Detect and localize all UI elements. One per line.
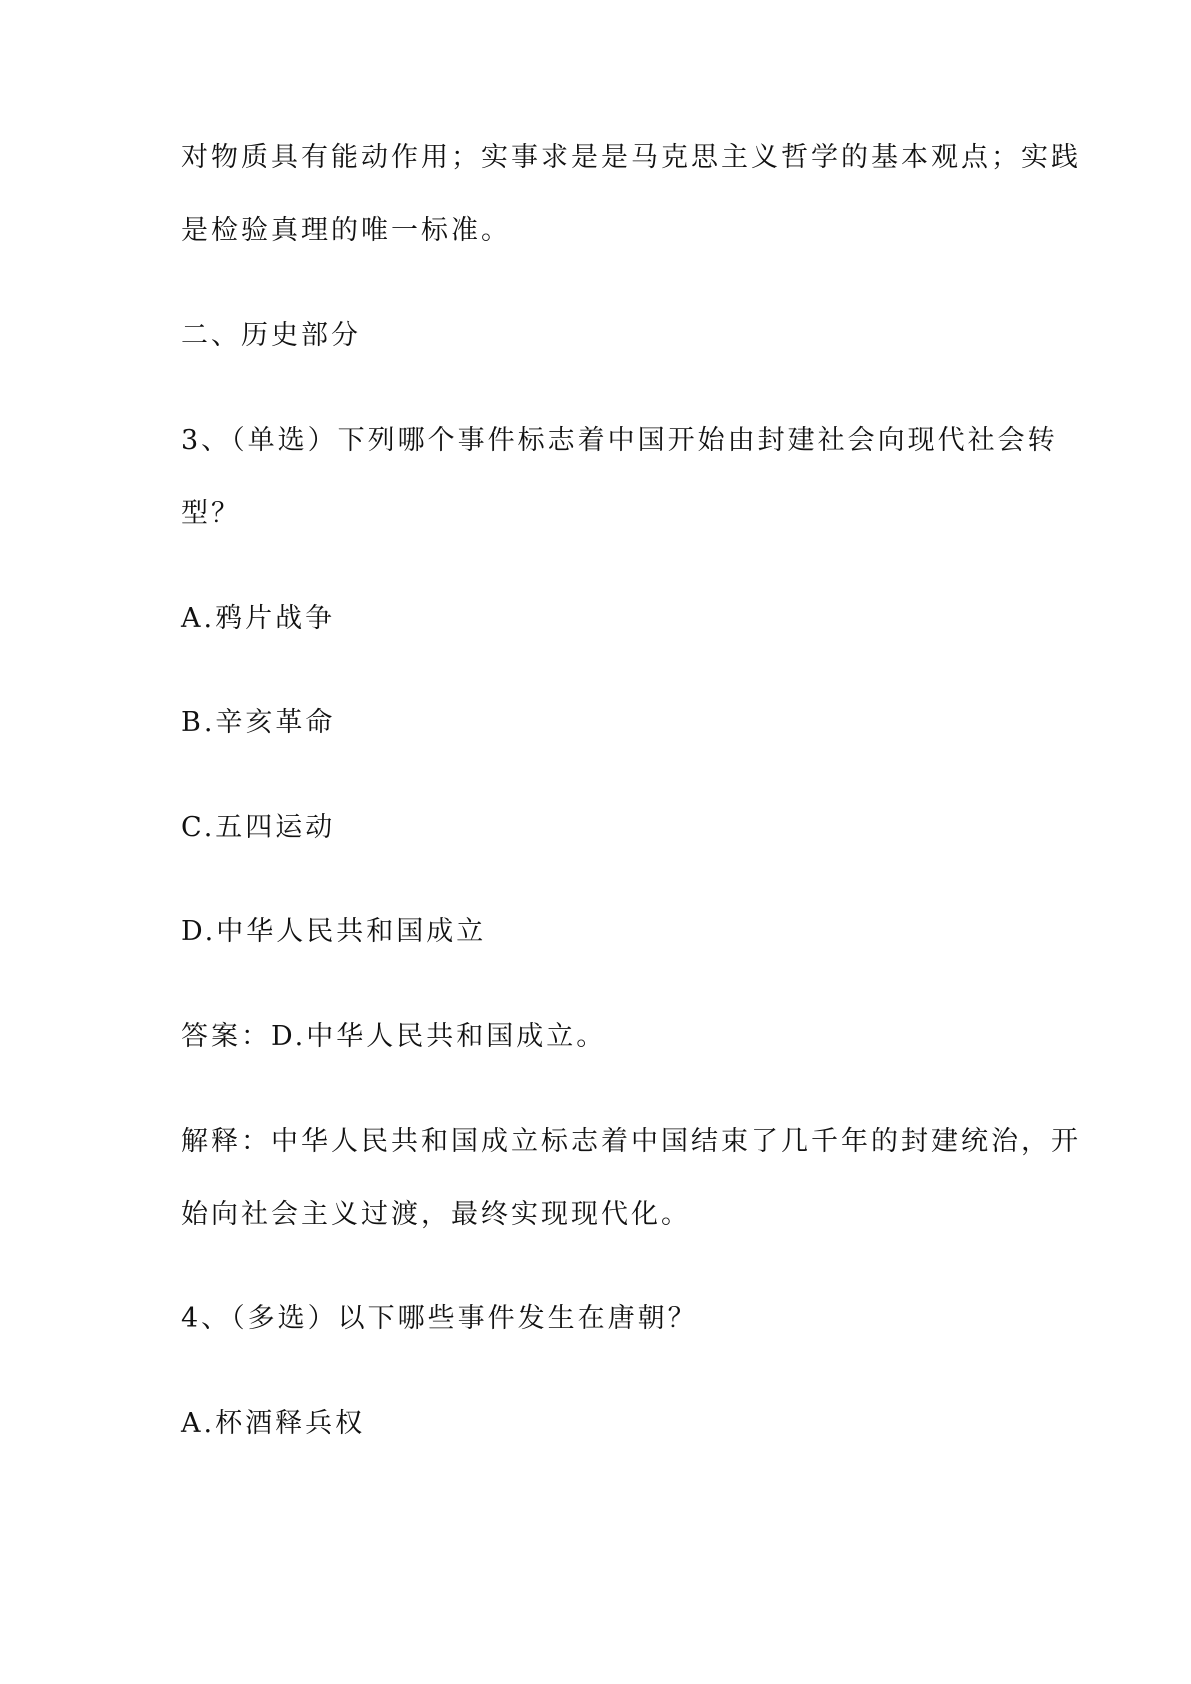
explanation-continuation-line-1: 对物质具有能动作用；实事求是是马克思主义哲学的基本观点；实践: [181, 142, 1081, 173]
question-3-line-2: 型？: [181, 498, 241, 529]
question-3-option-d: D.中华人民共和国成立: [181, 916, 487, 947]
question-4-line: 4、（多选）以下哪些事件发生在唐朝？: [181, 1303, 698, 1334]
question-3-option-c: C.五四运动: [181, 812, 336, 843]
question-3-answer: 答案：D.中华人民共和国成立。: [181, 1021, 607, 1052]
section-heading-history: 二、历史部分: [181, 320, 361, 351]
explanation-continuation-line-2: 是检验真理的唯一标准。: [181, 215, 511, 246]
question-3-option-b: B.辛亥革命: [181, 707, 336, 738]
question-4-option-a: A.杯酒释兵权: [181, 1408, 366, 1439]
question-3-line-1: 3、（单选）下列哪个事件标志着中国开始由封建社会向现代社会转: [181, 425, 1058, 456]
question-3-explanation-line-1: 解释：中华人民共和国成立标志着中国结束了几千年的封建统治，开: [181, 1126, 1081, 1157]
question-3-option-a: A.鸦片战争: [181, 603, 336, 634]
question-3-explanation-line-2: 始向社会主义过渡，最终实现现代化。: [181, 1199, 691, 1230]
